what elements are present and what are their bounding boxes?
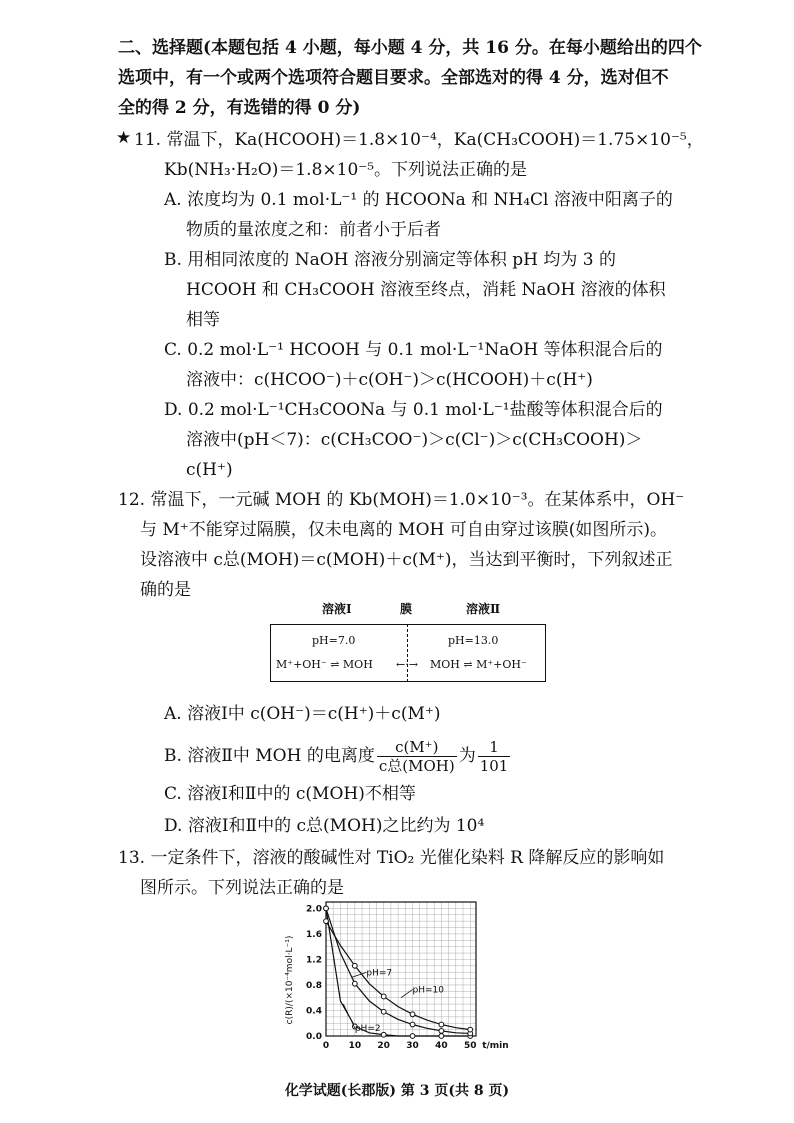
diagram-solution-2-title: 溶液Ⅱ [466,602,501,616]
fraction-denominator: c总(MOH) [378,757,455,775]
degradation-chart [280,888,530,1068]
x-tick-label: 10 [348,1041,362,1051]
diagram-membrane-title: 膜 [400,602,413,616]
diagram-box [270,624,546,682]
q11-option-d-line2: 溶液中(pH＜7)：c(CH₃COO⁻)＞c(Cl⁻)＞c(CH₃COOH)＞ [186,430,643,450]
data-point [381,1032,386,1037]
x-tick-label: 30 [406,1041,419,1051]
data-point [410,1034,415,1039]
series-leader-line [401,990,413,998]
q11-option-d-line1: D. 0.2 mol·L⁻¹CH₃COONa 与 0.1 mol·L⁻¹盐酸等体积混合后的 [164,400,663,420]
diagram-membrane-arrow: ←·→ [396,658,418,671]
x-tick-label: 0 [322,1041,330,1051]
diagram-right-equilibrium: MOH ⇌ M⁺+OH⁻ [430,658,527,671]
fraction-numerator: c(M⁺) [377,738,457,757]
q12-option-b [164,736,512,776]
q11-stem-line2: Kb(NH₃·H₂O)＝1.8×10⁻⁵。下列说法正确的是 [164,160,528,180]
series-label: pH=7 [366,968,393,979]
y-tick-label: 2.0 [306,904,322,915]
data-point [468,1027,473,1032]
page-footer: 化学试题(长郡版) 第 3 页(共 8 页) [284,1083,510,1099]
section-header-line2: 选项中，有一个或两个选项符合题目要求。全部选对的得 4 分，选对但不 [118,68,669,88]
data-point [381,994,386,999]
data-point [439,1028,444,1033]
q11-option-b-line1: B. 用相同浓度的 NaOH 溶液分别滴定等体积 pH 均为 3 的 [164,250,617,270]
q11-option-d-line3: c(H⁺) [186,460,233,480]
y-tick-label: 1.2 [306,955,322,966]
data-point [352,981,357,986]
q12-option-b-prefix: B. 溶液Ⅱ中 MOH 的电离度 [164,746,375,766]
q11-option-a-line1: A. 浓度均为 0.1 mol·L⁻¹ 的 HCOONa 和 NH₄Cl 溶液中阳离子的 [164,190,673,210]
diagram-right-ph: pH=13.0 [448,634,499,647]
q11-option-b-line3: 相等 [186,310,220,330]
data-point [381,1009,386,1014]
value-denominator: 101 [479,757,509,775]
y-tick-label: 0.0 [306,1032,322,1042]
x-tick-label: 40 [435,1041,448,1051]
diagram-membrane-line [407,624,408,682]
q11-option-c-line1: C. 0.2 mol·L⁻¹ HCOOH 与 0.1 mol·L⁻¹NaOH 等体积混合后的 [164,340,663,360]
q12-stem-line4: 确的是 [140,580,191,600]
membrane-diagram [270,600,546,680]
data-point [410,1022,415,1027]
q12-option-b-mid: 为 [458,746,476,766]
section-header-line3: 全的得 2 分，有选错的得 0 分) [118,98,361,118]
q12-stem-line1: 12. 常温下，一元碱 MOH 的 Kb(MOH)＝1.0×10⁻³。在某体系中，OH⁻ [118,490,685,510]
q11-option-c-line2: 溶液中：c(HCOO⁻)＋c(OH⁻)＞c(HCOOH)＋c(H⁺) [186,370,593,390]
chart-x-axis-label: t/min [482,1041,509,1051]
q13-stem-line1: 13. 一定条件下，溶液的酸碱性对 TiO₂ 光催化染料 R 降解反应的影响如 [118,848,665,868]
data-point [324,919,329,924]
q11-option-a-line2: 物质的量浓度之和：前者小于后者 [186,220,441,240]
series-leader-line [343,1004,355,1028]
x-tick-label: 50 [463,1041,477,1051]
q13-stem-line2: 图所示。下列说法正确的是 [140,878,344,898]
chart-y-axis-label: c(R)/(×10⁻⁴mol·L⁻¹) [285,935,295,1025]
q12-option-c: C. 溶液Ⅰ和Ⅱ中的 c(MOH)不相等 [164,784,416,804]
value-numerator: 1 [478,738,511,757]
data-point [410,1012,415,1017]
series-label: pH=10 [412,985,445,996]
q11-option-b-line2: HCOOH 和 CH₃COOH 溶液至终点，消耗 NaOH 溶液的体积 [186,280,666,300]
y-tick-label: 1.6 [306,929,322,940]
q12-option-a: A. 溶液Ⅰ中 c(OH⁻)＝c(H⁺)＋c(M⁺) [164,704,441,724]
value-fraction [478,738,511,775]
data-point [439,1022,444,1027]
q12-stem-line3: 设溶液中 c总(MOH)＝c(MOH)＋c(M⁺)，当达到平衡时，下列叙述正 [140,550,673,570]
diagram-left-ph: pH=7.0 [312,634,356,647]
ionization-fraction [377,738,457,775]
q11-stem-line1: 11. 常温下，Ka(HCOOH)＝1.8×10⁻⁴，Ka(CH₃COOH)＝1.75×10⁻⁵， [134,130,704,150]
q12-stem-line2: 与 M⁺不能穿过隔膜，仅未电离的 MOH 可自由穿过该膜(如图所示)。 [140,520,668,540]
x-tick-label: 20 [377,1041,390,1051]
section-header-line1: 二、选择题(本题包括 4 小题，每小题 4 分，共 16 分。在每小题给出的四个 [118,38,702,58]
data-point [439,1034,444,1039]
y-tick-label: 0.8 [306,980,322,991]
diagram-left-equilibrium: M⁺+OH⁻ ⇌ MOH [276,658,373,671]
q12-option-d: D. 溶液Ⅰ和Ⅱ中的 c总(MOH)之比约为 10⁴ [164,816,485,836]
data-point [324,906,329,911]
diagram-solution-1-title: 溶液Ⅰ [322,602,352,616]
star-icon: ★ [116,128,132,148]
series-label: pH=2 [354,1023,381,1034]
y-tick-label: 0.4 [306,1006,322,1017]
data-point [352,963,357,968]
